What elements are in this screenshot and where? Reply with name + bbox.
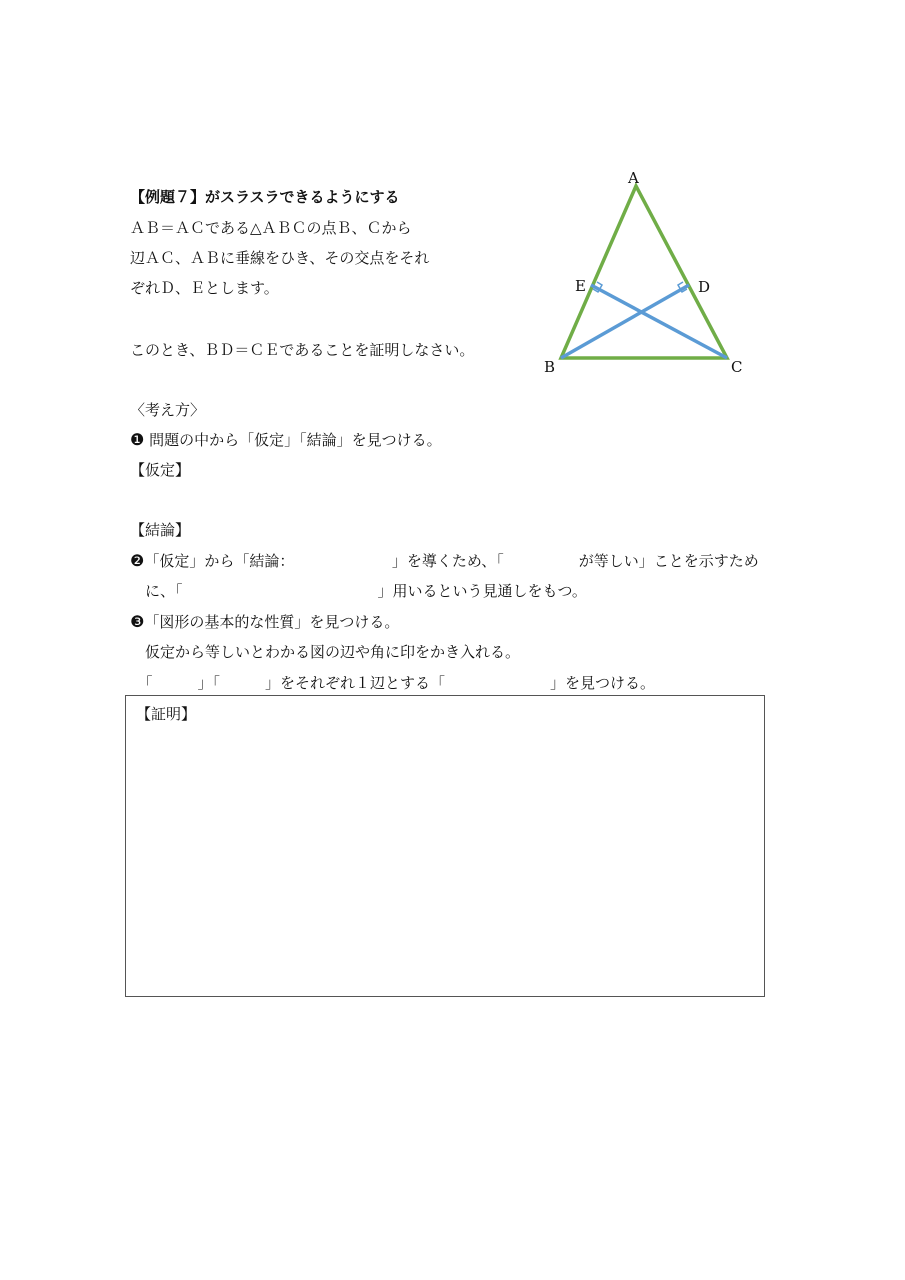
conclusion-label: 【結論】 <box>130 521 191 539</box>
step-2-line-2: に、「 」用いるという見通しをもつ。 <box>130 582 587 600</box>
approach-heading: 〈考え方〉 <box>130 401 206 419</box>
step-1-marker: ❶ <box>130 430 145 449</box>
step-3-text: 「図形の基本的な性質」を見つける。 <box>144 613 400 631</box>
step-2-marker: ❷ <box>130 551 145 570</box>
problem-title: 【例題７】がスラスラできるようにする <box>130 188 400 206</box>
problem-line-1: ＡＢ＝ＡＣである△ＡＢＣの点Ｂ、Ｃから <box>130 219 412 237</box>
step-2-text: 「仮定」から「結論： 」を導くため、「 が等しい」ことを示すため <box>144 552 759 570</box>
step-1 <box>130 430 442 450</box>
problem-line-3: ぞれＤ、Ｅとします。 <box>130 279 279 297</box>
problem-line-2: 辺ＡＣ、ＡＢに垂線をひき、その交点をそれ <box>130 249 430 267</box>
proof-label: 【証明】 <box>136 705 197 723</box>
triangle-figure <box>530 165 760 380</box>
vertex-label-c: C <box>731 358 743 376</box>
step-3-line-2: 仮定から等しいとわかる図の辺や角に印をかき入れる。 <box>130 643 521 661</box>
point-label-e: E <box>575 277 586 295</box>
step-3-line-1 <box>130 612 399 632</box>
vertex-label-b: B <box>544 358 556 376</box>
triangle-abc <box>561 186 727 358</box>
assumption-label: 【仮定】 <box>130 461 191 479</box>
step-3-marker: ❸ <box>130 612 145 631</box>
step-2-line-1 <box>130 551 759 571</box>
proof-box[interactable] <box>125 695 765 997</box>
step-3-line-3: 「 」「 」をそれぞれ１辺とする「 」を見つける。 <box>130 674 656 692</box>
vertex-label-a: A <box>628 169 639 187</box>
step-1-text: 問題の中から「仮定」「結論」を見つける。 <box>144 431 442 449</box>
problem-question: このとき、ＢＤ＝ＣＥであることを証明しなさい。 <box>130 341 475 359</box>
perpendicular-bd <box>561 285 689 358</box>
point-label-d: D <box>698 278 711 296</box>
